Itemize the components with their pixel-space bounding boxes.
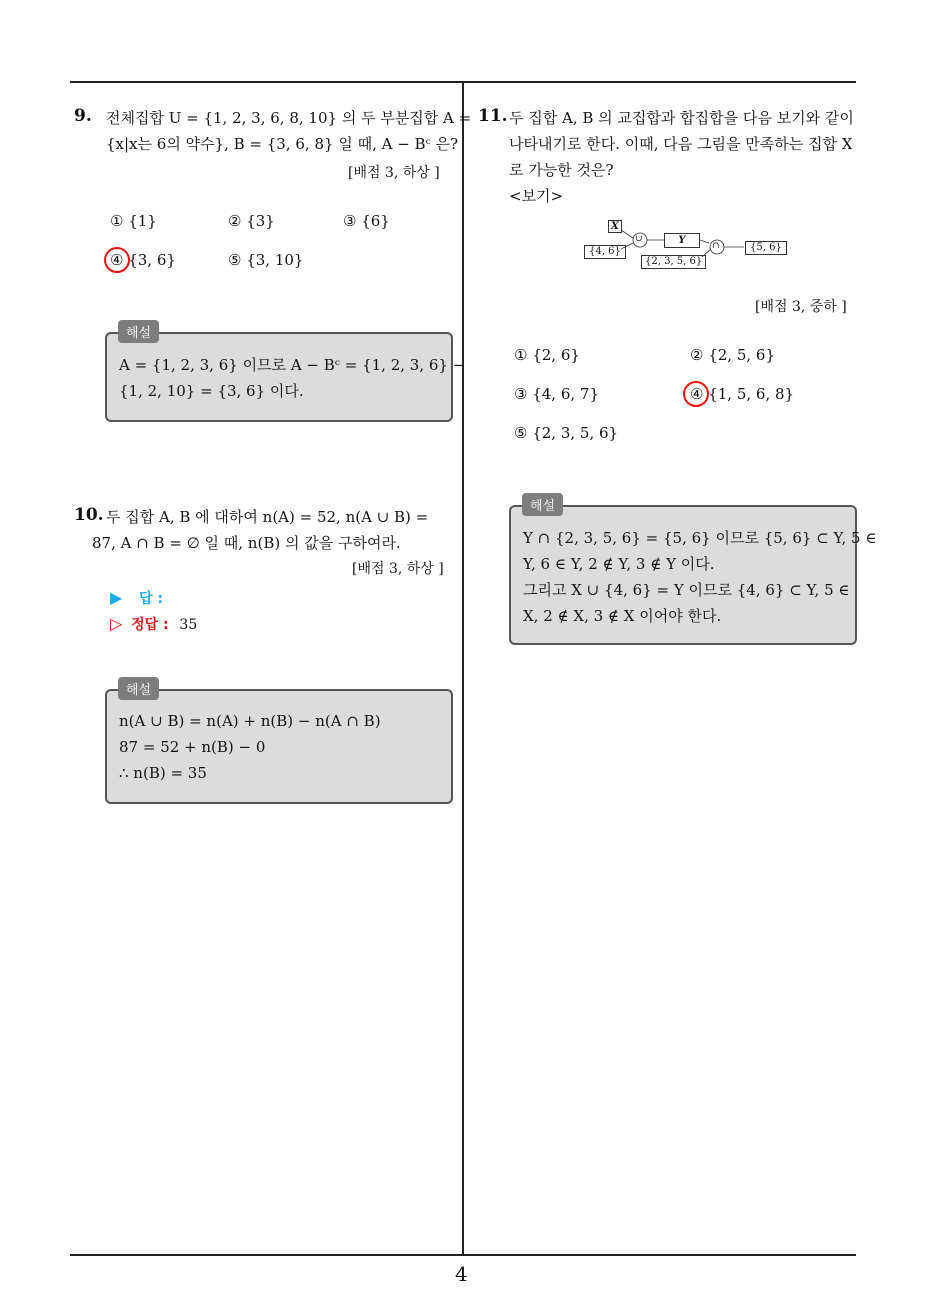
bottom-rule — [70, 1254, 856, 1256]
q11-explanation-line2: Y, 6 ∈ Y, 2 ∉ Y, 3 ∉ Y 이다. — [523, 555, 715, 573]
question-11-text-line1: 두 집합 A, B 의 교집합과 합집합을 다음 보기와 같이 — [509, 109, 854, 127]
question-10-score: [배점 3, 하상 ] — [352, 561, 444, 577]
question-9-score: [배점 3, 하상 ] — [348, 165, 440, 181]
q11-choice-4[interactable]: ④ {1, 5, 6, 8} — [690, 385, 795, 403]
diagram-mid-set-box: {2, 3, 5, 6} — [641, 255, 706, 269]
page-number: 4 — [455, 1262, 468, 1286]
q11-explanation-box — [509, 505, 877, 645]
correct-value: 35 — [179, 617, 198, 633]
q11-choice-3[interactable]: ③ {4, 6, 7} — [514, 385, 600, 403]
q11-explanation-tag: 해설 — [522, 493, 563, 516]
q10-explanation-line2: 87 = 52 + n(B) − 0 — [119, 738, 266, 756]
set-operation-diagram — [580, 215, 785, 270]
diagram-right-set-box: {5, 6} — [745, 241, 787, 255]
center-divider — [462, 83, 464, 1255]
answer-label: 답 : — [139, 591, 164, 607]
q11-explanation-line1: Y ∩ {2, 3, 5, 6} = {5, 6} 이므로 {5, 6} ⊂ Y, 5 ∈ — [523, 529, 877, 547]
q10-correct-row — [110, 614, 197, 634]
q10-explanation-box — [105, 689, 453, 804]
answer-arrow-icon: ▶ — [110, 588, 123, 607]
correct-arrow-icon: ▷ — [110, 614, 123, 633]
q9-explanation-line2: {1, 2, 10} = {3, 6} 이다. — [119, 382, 304, 400]
q10-explanation-tag: 해설 — [118, 677, 159, 700]
q9-choice-3[interactable]: ③ {6} — [343, 212, 390, 230]
q11-explanation-body — [523, 525, 876, 629]
q10-answer-row[interactable] — [110, 588, 163, 608]
question-11-score: [배점 3, 중하 ] — [755, 299, 847, 315]
question-11-number: 11. — [478, 106, 508, 126]
question-11-text-line2: 나타내기로 한다. 이때, 다음 그림을 만족하는 집합 X — [509, 135, 853, 153]
intersection-icon: ∩ — [712, 241, 720, 251]
q11-choice-2[interactable]: ② {2, 5, 6} — [690, 346, 776, 364]
q9-explanation-box — [105, 332, 466, 422]
q9-explanation-tag: 해설 — [118, 320, 159, 343]
q10-explanation-body — [119, 708, 381, 786]
q11-answer-circle-mark — [683, 381, 709, 407]
union-icon: ∪ — [635, 234, 643, 244]
q9-choice-4[interactable]: ④ {3, 6} — [110, 251, 176, 269]
diagram-left-set-box: {4, 6} — [584, 245, 626, 259]
q9-explanation-body — [119, 352, 465, 404]
question-11-text-line4: <보기> — [509, 187, 564, 205]
question-9-number: 9. — [74, 106, 92, 126]
question-10-text-line2: 87, A ∩ B = ∅ 일 때, n(B) 의 값을 구하여라. — [92, 534, 401, 552]
q11-choice-1[interactable]: ① {2, 6} — [514, 346, 580, 364]
diagram-x-box: X — [608, 220, 622, 233]
question-9-text-line2: {x|x는 6의 약수}, B = {3, 6, 8} 일 때, A − Bᶜ 은? — [106, 135, 459, 153]
question-10-text-line1: 두 집합 A, B 에 대하여 n(A) = 52, n(A ∪ B) = — [106, 508, 429, 526]
q9-explanation-line1: A = {1, 2, 3, 6} 이므로 A − Bᶜ = {1, 2, 3, 6} − — [119, 356, 466, 374]
question-11-text-line3: 로 가능한 것은? — [509, 161, 614, 179]
q9-choice-1[interactable]: ① {1} — [110, 212, 157, 230]
correct-label: 정답 : — [131, 617, 169, 633]
q9-choice-2[interactable]: ② {3} — [228, 212, 275, 230]
q11-explanation-line4: X, 2 ∉ X, 3 ∉ X 이어야 한다. — [523, 607, 722, 625]
question-9-text-line1: 전체집합 U = {1, 2, 3, 6, 8, 10} 의 두 부분집합 A = — [106, 109, 472, 127]
diagram-y-box: Y — [664, 233, 700, 248]
q10-explanation-line3: ∴ n(B) = 35 — [119, 764, 207, 782]
q9-choice-5[interactable]: ⑤ {3, 10} — [228, 251, 304, 269]
q9-answer-circle-mark — [104, 247, 130, 273]
q11-choice-5[interactable]: ⑤ {2, 3, 5, 6} — [514, 424, 619, 442]
question-10-number: 10. — [74, 505, 104, 525]
q11-explanation-line3: 그리고 X ∪ {4, 6} = Y 이므로 {4, 6} ⊂ Y, 5 ∈ — [523, 581, 850, 599]
q10-explanation-line1: n(A ∪ B) = n(A) + n(B) − n(A ∩ B) — [119, 712, 381, 730]
